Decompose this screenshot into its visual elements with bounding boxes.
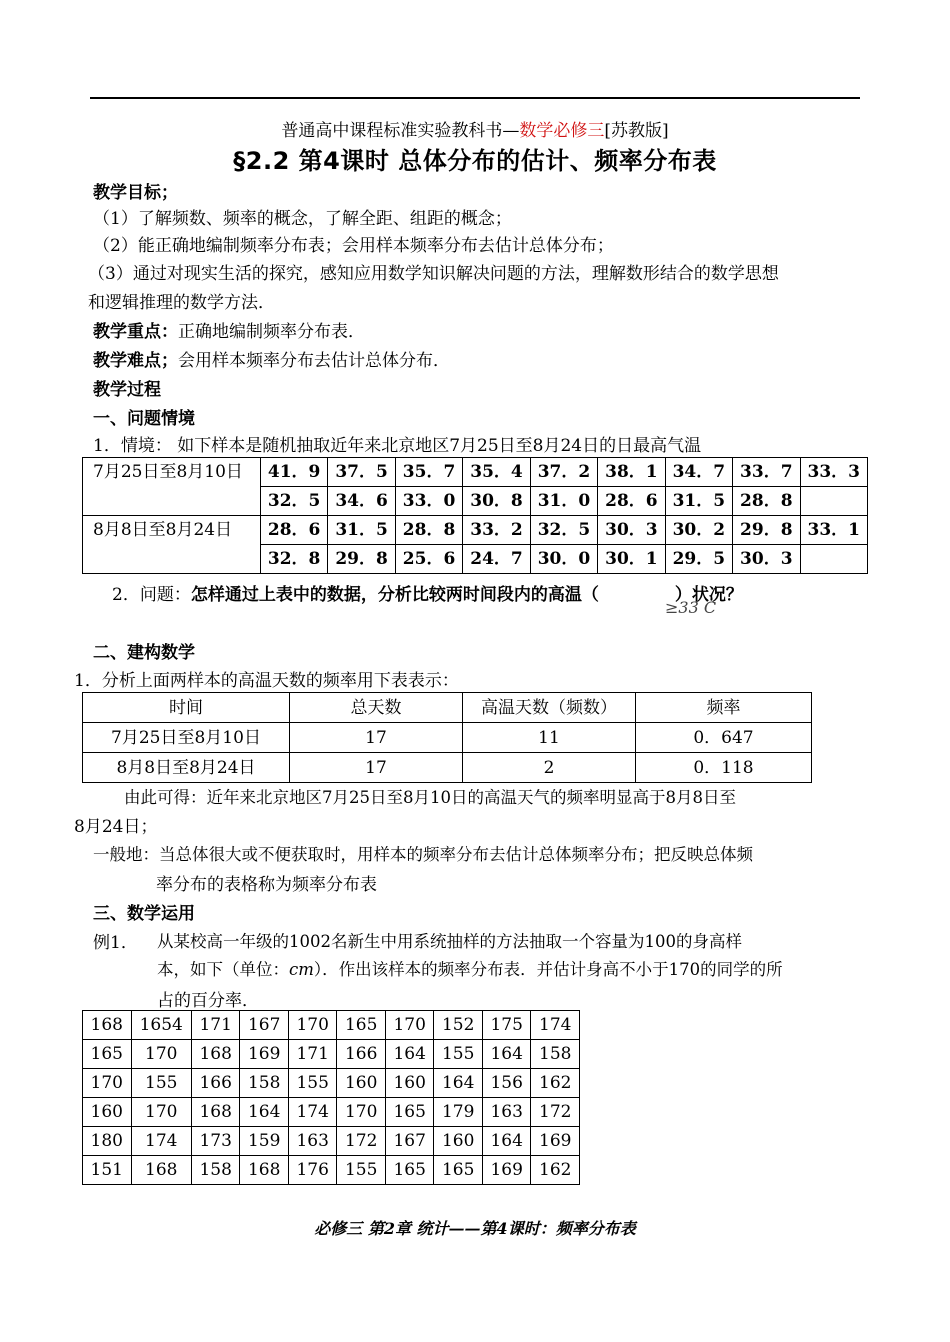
example-line-3: 占的百分率． [157,991,259,1011]
temp-cell: 37．2 [530,458,597,487]
height-cell: 168 [191,1098,240,1127]
temp-cell: 32．5 [260,487,327,516]
height-cell: 162 [531,1156,580,1185]
height-cell: 155 [131,1069,191,1098]
height-cell: 170 [131,1098,191,1127]
height-cell: 166 [337,1040,386,1069]
table-cell: 8月8日至8月24日 [83,753,290,783]
height-cell: 1654 [131,1011,191,1040]
temp-cell: 32．5 [530,516,597,545]
conclusion-line-2: 8月24日； [74,817,158,837]
question-text: 2．问题：怎样通过上表中的数据，分析比较两时间段内的高温（ ）状况？ [112,585,743,605]
temp-cell: 29．8 [328,545,395,574]
height-cell: 160 [434,1127,483,1156]
threshold-formula: ≥33 C [665,598,717,617]
height-cell: 174 [288,1098,337,1127]
height-cell: 163 [288,1127,337,1156]
header-rule [90,97,860,99]
objectives-label: 教学目标； [93,183,178,203]
temp-cell: 25．6 [395,545,462,574]
height-cell: 165 [434,1156,483,1185]
height-sample-table [82,1010,580,1185]
objective-2: （2）能正确地编制频率分布表；会用样本频率分布去估计总体分布； [93,236,614,256]
example-line-2: 本，如下（单位：cm）．作出该样本的频率分布表．并估计身高不小于170的同学的所 [157,960,783,979]
height-cell: 170 [83,1069,132,1098]
height-cell: 164 [482,1127,531,1156]
height-cell: 164 [240,1098,289,1127]
height-cell: 169 [240,1040,289,1069]
temp-cell: 33．7 [733,458,800,487]
height-cell: 165 [385,1156,434,1185]
height-cell: 172 [531,1098,580,1127]
height-cell: 168 [191,1040,240,1069]
general-line-2: 率分布的表格称为频率分布表 [156,875,377,895]
temperature-table [82,457,868,574]
temp-cell: 34．7 [665,458,732,487]
temp-cell [800,487,867,516]
table-row [83,1069,580,1098]
book-title: 普通高中课程标准实验教科书—数学必修三[苏教版] [281,121,669,141]
period-label: 7月25日至8月10日 [83,458,261,516]
temp-cell: 31．5 [665,487,732,516]
height-cell: 164 [482,1040,531,1069]
height-cell: 155 [337,1156,386,1185]
temp-cell: 38．1 [598,458,665,487]
temp-cell: 30．1 [598,545,665,574]
height-cell: 160 [385,1069,434,1098]
height-cell: 162 [531,1069,580,1098]
height-cell: 168 [131,1156,191,1185]
objective-3: （3）通过对现实生活的探究，感知应用数学知识解决问题的方法，理解数形结合的数学思想 [88,264,779,284]
height-cell: 170 [337,1098,386,1127]
temp-cell: 30．3 [598,516,665,545]
height-cell: 160 [337,1069,386,1098]
general-line-1: 一般地：当总体很大或不便获取时，用样本的频率分布去估计总体频率分布；把反映总体频 [93,845,753,864]
table-row [83,753,812,783]
table-row [83,1040,580,1069]
height-cell: 168 [240,1156,289,1185]
height-cell: 174 [531,1011,580,1040]
table-cell: 7月25日至8月10日 [83,723,290,753]
height-cell: 171 [191,1011,240,1040]
table-row [83,1011,580,1040]
height-cell: 151 [83,1156,132,1185]
height-cell: 171 [288,1040,337,1069]
table-row [83,1127,580,1156]
height-cell: 167 [240,1011,289,1040]
height-cell: 170 [288,1011,337,1040]
height-cell: 170 [385,1011,434,1040]
height-cell: 164 [385,1040,434,1069]
height-cell: 165 [385,1098,434,1127]
period-label: 8月8日至8月24日 [83,516,261,574]
scenario-text: 1．情境： 如下样本是随机抽取近年来北京地区7月25日至8月24日的日最高气温 [93,436,702,456]
table-row [83,1098,580,1127]
example-label: 例1． [93,933,138,953]
objective-1: （1）了解频数、频率的概念，了解全距、组距的概念； [93,209,512,229]
page-title: §2.2 第4课时 总体分布的估计、频率分布表 [233,147,717,175]
height-cell: 155 [434,1040,483,1069]
height-cell: 174 [131,1127,191,1156]
height-cell: 165 [83,1040,132,1069]
table-cell: 11 [463,723,636,753]
column-header: 高温天数（频数） [463,693,636,723]
temp-cell: 34．6 [328,487,395,516]
height-cell: 166 [191,1069,240,1098]
temp-cell: 41．9 [260,458,327,487]
section3-heading: 三、数学运用 [93,904,195,924]
temp-cell: 28．8 [733,487,800,516]
table-cell: 17 [290,753,463,783]
height-cell: 164 [434,1069,483,1098]
height-cell: 180 [83,1127,132,1156]
column-header: 时间 [83,693,290,723]
height-cell: 167 [385,1127,434,1156]
temp-cell: 33．2 [463,516,530,545]
table-cell: 0．118 [636,753,812,783]
temp-cell: 29．5 [665,545,732,574]
table-cell: 2 [463,753,636,783]
temp-cell: 31．5 [328,516,395,545]
temp-cell: 31．0 [530,487,597,516]
temp-cell: 28．6 [260,516,327,545]
height-cell: 163 [482,1098,531,1127]
height-cell: 173 [191,1127,240,1156]
height-cell: 168 [83,1011,132,1040]
height-cell: 158 [531,1040,580,1069]
page-footer: 必修三 第2章 统计——第4课时：频率分布表 [314,1219,636,1238]
temp-cell: 33．0 [395,487,462,516]
temp-cell: 30．0 [530,545,597,574]
table-row [83,1156,580,1185]
height-cell: 175 [482,1011,531,1040]
temp-cell: 35．4 [463,458,530,487]
temp-cell: 29．8 [733,516,800,545]
height-cell: 179 [434,1098,483,1127]
table-cell: 17 [290,723,463,753]
process-label: 教学过程 [93,380,161,400]
height-cell: 152 [434,1011,483,1040]
key-point: 教学重点：正确地编制频率分布表． [93,322,365,342]
height-cell: 170 [131,1040,191,1069]
height-cell: 158 [191,1156,240,1185]
temp-cell: 30．3 [733,545,800,574]
height-cell: 172 [337,1127,386,1156]
height-cell: 155 [288,1069,337,1098]
temp-cell: 33．1 [800,516,867,545]
temp-cell: 35．7 [395,458,462,487]
conclusion-line-1: 由此可得：近年来北京地区7月25日至8月10日的高温天气的频率明显高于8月8日至 [124,788,736,807]
temp-cell: 28．8 [395,516,462,545]
temp-cell: 24．7 [463,545,530,574]
temp-cell: 37．5 [328,458,395,487]
example-line-1: 从某校高一年级的1002名新生中用系统抽样的方法抽取一个容量为100的身高样 [157,932,742,951]
section1-heading: 一、问题情境 [93,409,195,429]
frequency-table [82,692,812,783]
column-header: 频率 [636,693,812,723]
height-cell: 165 [337,1011,386,1040]
table-cell: 0．647 [636,723,812,753]
height-cell: 156 [482,1069,531,1098]
table-row [83,723,812,753]
temp-cell: 33．3 [800,458,867,487]
section2-heading: 二、建构数学 [93,643,195,663]
height-cell: 160 [83,1098,132,1127]
height-cell: 169 [531,1127,580,1156]
height-cell: 176 [288,1156,337,1185]
height-cell: 158 [240,1069,289,1098]
height-cell: 169 [482,1156,531,1185]
table-row [83,458,868,487]
table-row [83,516,868,545]
column-header: 总天数 [290,693,463,723]
temp-cell: 28．6 [598,487,665,516]
temp-cell: 30．8 [463,487,530,516]
difficulty: 教学难点；会用样本频率分布去估计总体分布． [93,351,450,371]
temp-cell: 30．2 [665,516,732,545]
temp-cell: 32．8 [260,545,327,574]
table-row [83,693,812,723]
temp-cell [800,545,867,574]
section2-intro: 1．分析上面两样本的高温天数的频率用下表表示： [74,671,459,691]
height-cell: 159 [240,1127,289,1156]
objective-3-cont: 和逻辑推理的数学方法． [88,293,275,313]
